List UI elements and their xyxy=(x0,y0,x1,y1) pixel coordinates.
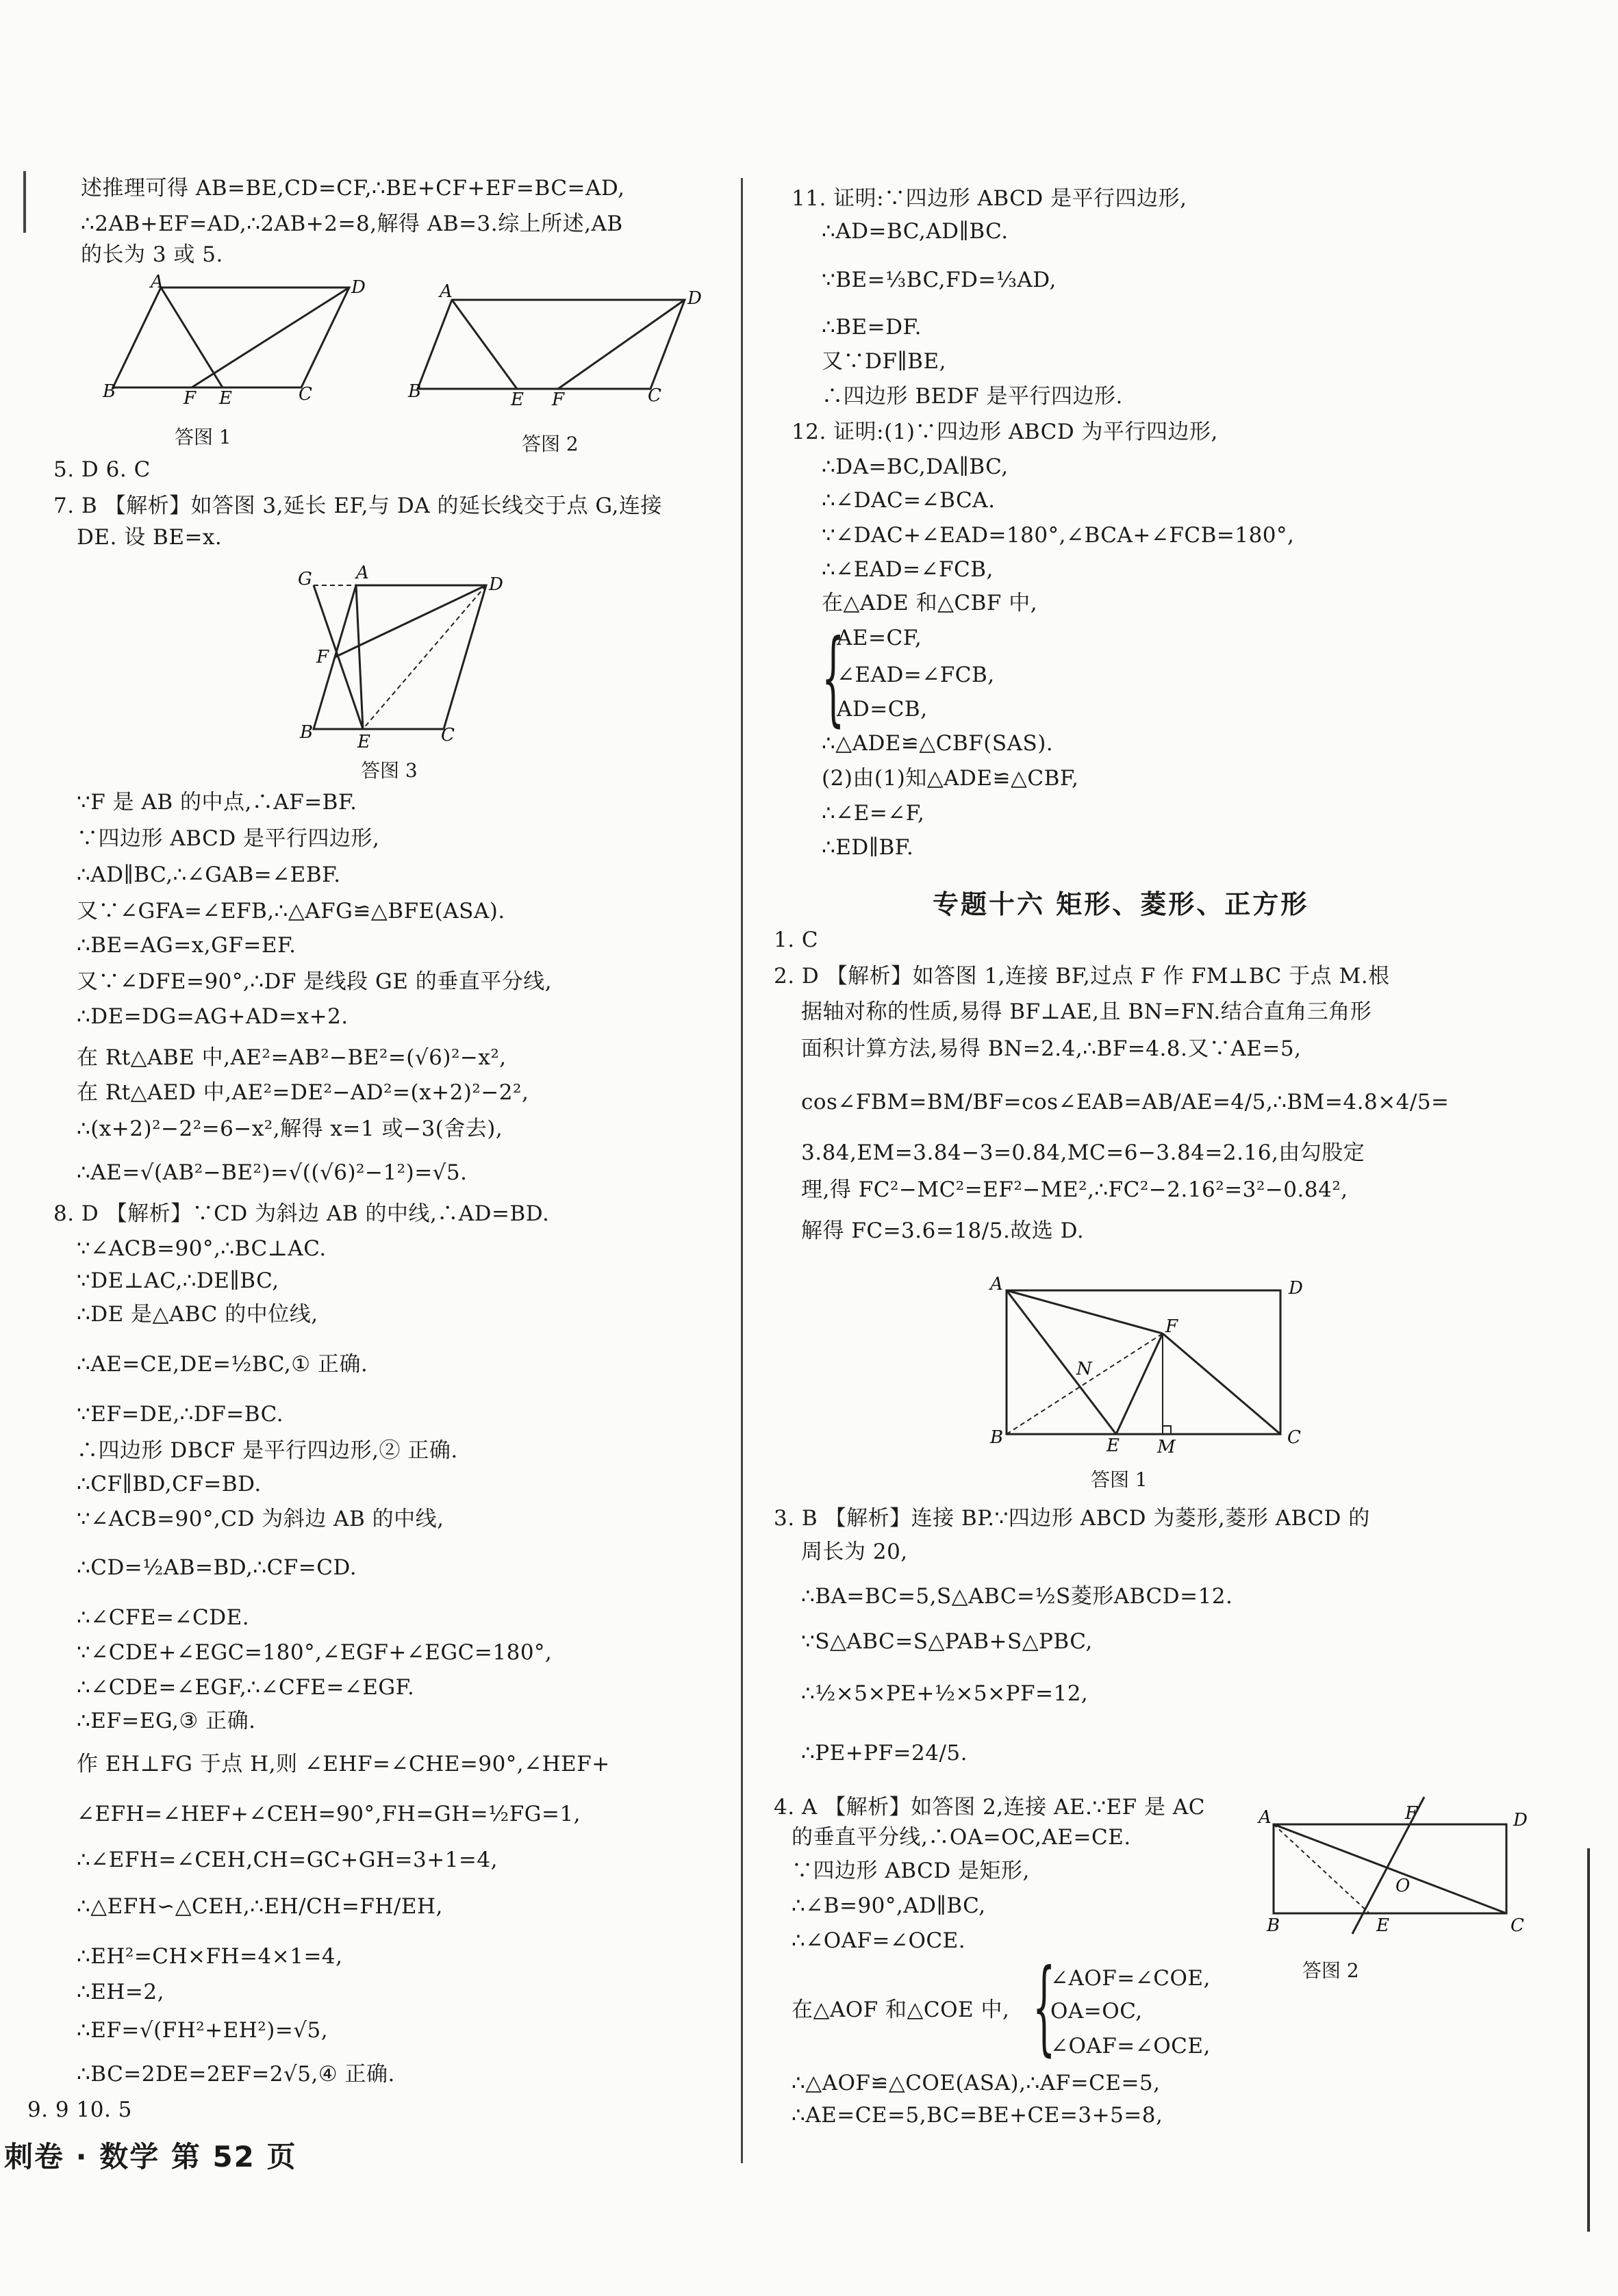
figure-rectangle-2 xyxy=(1239,1797,1547,1934)
text-line: ∴DA=BC,DA∥BC, xyxy=(822,455,1009,479)
label-B: B xyxy=(1267,1915,1280,1936)
figure-parallelogram-1 xyxy=(103,272,377,409)
label-D: D xyxy=(1289,1278,1303,1299)
label-F: F xyxy=(1165,1316,1178,1337)
text-line: ∴BC=2DE=2EF=2√5,④ 正确. xyxy=(77,2062,395,2087)
text-line: 1. C xyxy=(774,928,819,952)
text-line: 11. 证明:∵四边形 ABCD 是平行四边形, xyxy=(792,186,1187,211)
text-line: 周长为 20, xyxy=(801,1540,908,1564)
label-A: A xyxy=(440,281,453,302)
text-line: ∴∠B=90°,AD∥BC, xyxy=(792,1893,986,1918)
text-line: 又∵DF∥BE, xyxy=(822,349,946,374)
text-line: 面积计算方法,易得 BN=2.4,∴BF=4.8.又∵AE=5, xyxy=(801,1036,1302,1061)
label-B: B xyxy=(103,381,116,402)
left-column xyxy=(0,0,740,2296)
text-line: 解得 FC=3.6=18/5.故选 D. xyxy=(801,1219,1085,1243)
label-G: G xyxy=(298,569,312,589)
text-line: ∴∠E=∠F, xyxy=(822,801,925,826)
text-line: ∵BE=⅓BC,FD=⅓AD, xyxy=(822,268,1057,292)
text-line: ∴EF=EG,③ 正确. xyxy=(77,1709,256,1733)
text-line: 作 EH⊥FG 于点 H,则 ∠EHF=∠CHE=90°,∠HEF+ xyxy=(77,1752,610,1776)
right-column xyxy=(746,0,1595,2296)
label-F: F xyxy=(184,388,197,409)
text-line: 在△ADE 和△CBF 中, xyxy=(822,591,1038,615)
text-line: ∴BE=AG=x,GF=EF. xyxy=(77,933,296,958)
text-line: ∴四边形 DBCF 是平行四边形,② 正确. xyxy=(77,1438,458,1463)
label-D: D xyxy=(351,277,366,298)
label-N: N xyxy=(1076,1359,1092,1379)
label-C: C xyxy=(441,725,455,745)
label-E: E xyxy=(357,732,370,752)
text-line: ∴AE=√(AB²−BE²)=√((√6)²−1²)=√5. xyxy=(77,1160,468,1185)
text-line: 3.84,EM=3.84−3=0.84,MC=6−3.84=2.16,由勾股定 xyxy=(801,1140,1365,1165)
label-D: D xyxy=(687,288,702,309)
text-line: ∴ED∥BF. xyxy=(822,835,914,860)
label-A: A xyxy=(356,563,369,583)
text-line: ∵∠DAC+∠EAD=180°,∠BCA+∠FCB=180°, xyxy=(822,523,1295,548)
label-C: C xyxy=(299,384,312,405)
label-F: F xyxy=(1405,1803,1418,1824)
label-B: B xyxy=(300,722,314,743)
column-divider xyxy=(741,178,743,2163)
label-M: M xyxy=(1157,1437,1176,1457)
text-line: ∴2AB+EF=AD,∴2AB+2=8,解得 AB=3.综上所述,AB xyxy=(81,212,623,236)
text-line: ∴△ADE≌△CBF(SAS). xyxy=(822,731,1054,756)
figure-caption: 答图 3 xyxy=(361,759,418,782)
text-line: ∴四边形 BEDF 是平行四边形. xyxy=(822,384,1123,409)
text-line: ∴(x+2)²−2²=6−x²,解得 x=1 或−3(舍去), xyxy=(77,1117,503,1141)
text-line: 在 Rt△ABE 中,AE²=AB²−BE²=(√6)²−x², xyxy=(77,1045,507,1070)
text-line: ∴AE=CE,DE=½BC,① 正确. xyxy=(77,1352,368,1377)
text-line: 的长为 3 或 5. xyxy=(81,242,223,267)
text-line: ∴½×5×PE+½×5×PF=12, xyxy=(801,1681,1089,1706)
text-line: ∠EAD=∠FCB, xyxy=(837,663,995,687)
text-line: ∴CD=½AB=BD,∴CF=CD. xyxy=(77,1555,357,1580)
text-line: ∠EFH=∠HEF+∠CEH=90°,FH=GH=½FG=1, xyxy=(77,1802,581,1826)
text-line: AD=CB, xyxy=(837,697,928,722)
figure-caption: 答图 2 xyxy=(522,433,579,455)
text-line: ∴AD∥BC,∴∠GAB=∠EBF. xyxy=(77,863,341,887)
text-line: ∴∠OAF=∠OCE. xyxy=(792,1928,966,1953)
label-F: F xyxy=(552,390,565,410)
label-E: E xyxy=(511,390,524,410)
text-line: OA=OC, xyxy=(1050,1999,1143,2024)
label-E: E xyxy=(1107,1436,1120,1456)
text-line: ∴△EFH∽△CEH,∴EH/CH=FH/EH, xyxy=(77,1894,443,1919)
text-line: ∴BE=DF. xyxy=(822,315,922,340)
label-O: O xyxy=(1395,1876,1411,1896)
text-line: ∴△AOF≌△COE(ASA),∴AF=CE=5, xyxy=(792,2071,1161,2095)
text-line: 4. A 【解析】如答图 2,连接 AE.∵EF 是 AC xyxy=(774,1795,1206,1820)
text-line: 3. B 【解析】连接 BP.∵四边形 ABCD 为菱形,菱形 ABCD 的 xyxy=(774,1506,1370,1531)
figure-parallelogram-3 xyxy=(288,561,520,760)
label-E: E xyxy=(1376,1915,1389,1936)
figure-rectangle-1 xyxy=(986,1266,1328,1458)
text-line: 9. 9 10. 5 xyxy=(27,2097,132,2122)
text-line: ∵∠ACB=90°,CD 为斜边 AB 的中线, xyxy=(77,1507,444,1531)
label-D: D xyxy=(1513,1810,1528,1831)
text-line: ∴DE=DG=AG+AD=x+2. xyxy=(77,1004,349,1029)
brace: { xyxy=(1033,1948,1056,2067)
text-line: ∴BA=BC=5,S△ABC=½S菱形ABCD=12. xyxy=(801,1584,1233,1609)
text-line: ∵S△ABC=S△PAB+S△PBC, xyxy=(801,1629,1093,1654)
text-line: 理,得 FC²−MC²=EF²−ME²,∴FC²−2.16²=3²−0.84², xyxy=(801,1177,1348,1202)
text-line: DE. 设 BE=x. xyxy=(77,525,223,550)
text-line: 的垂直平分线,∴OA=OC,AE=CE. xyxy=(792,1825,1131,1850)
section-heading: 专题十六 矩形、菱形、正方形 xyxy=(933,889,1309,919)
label-E: E xyxy=(219,388,232,409)
text-line: (2)由(1)知△ADE≌△CBF, xyxy=(822,766,1079,791)
label-F: F xyxy=(316,647,329,667)
text-line: ∵四边形 ABCD 是矩形, xyxy=(792,1859,1030,1883)
text-line: ∴∠EFH=∠CEH,CH=GC+GH=3+1=4, xyxy=(77,1848,498,1872)
text-line: ∴EH=2, xyxy=(77,1980,164,2004)
text-line: ∴AE=CE=5,BC=BE+CE=3+5=8, xyxy=(792,2103,1163,2128)
text-line: ∵DE⊥AC,∴DE∥BC, xyxy=(77,1268,279,1293)
text-line: 据轴对称的性质,易得 BF⊥AE,且 BN=FN.结合直角三角形 xyxy=(801,999,1372,1024)
text-line: ∴EH²=CH×FH=4×1=4, xyxy=(77,1944,343,1969)
text-line: ∴∠CDE=∠EGF,∴∠CFE=∠EGF. xyxy=(77,1675,415,1700)
text-line: ∴∠DAC=∠BCA. xyxy=(822,488,996,513)
label-D: D xyxy=(489,574,503,595)
text-line: cos∠FBM=BM/BF=cos∠EAB=AB/AE=4/5,∴BM=4.8×4/5= xyxy=(801,1090,1450,1114)
text-line: 8. D 【解析】∵CD 为斜边 AB 的中线,∴AD=BD. xyxy=(53,1201,550,1226)
text-line: ∵∠CDE+∠EGC=180°,∠EGF+∠EGC=180°, xyxy=(77,1640,553,1665)
text-line: ∴CF∥BD,CF=BD. xyxy=(77,1472,262,1496)
text-line: ∵四边形 ABCD 是平行四边形, xyxy=(77,826,380,851)
text-line: 7. B 【解析】如答图 3,延长 EF,与 DA 的延长线交于点 G,连接 xyxy=(53,494,662,518)
text-line: AE=CF, xyxy=(837,626,922,650)
text-line: ∵∠ACB=90°,∴BC⊥AC. xyxy=(77,1236,327,1261)
text-line: 又∵∠DFE=90°,∴DF 是线段 GE 的垂直平分线, xyxy=(77,969,553,994)
figure-caption: 答图 1 xyxy=(1091,1468,1148,1491)
label-C: C xyxy=(1510,1915,1524,1936)
text-line: ∴DE 是△ABC 的中位线, xyxy=(77,1302,318,1327)
text-line: ∴∠CFE=∠CDE. xyxy=(77,1605,250,1630)
label-C: C xyxy=(648,385,661,406)
label-A: A xyxy=(990,1274,1003,1294)
label-A: A xyxy=(1259,1807,1272,1828)
text-line: 在 Rt△AED 中,AE²=DE²−AD²=(x+2)²−2², xyxy=(77,1080,529,1105)
label-C: C xyxy=(1287,1427,1301,1448)
text-line: 12. 证明:(1)∵四边形 ABCD 为平行四边形, xyxy=(792,420,1218,444)
text-line: ∠AOF=∠COE, xyxy=(1050,1966,1211,1991)
text-line: ∵F 是 AB 的中点,∴AF=BF. xyxy=(77,790,357,815)
figure-caption: 答图 2 xyxy=(1302,1959,1359,1982)
text-line: ∴∠EAD=∠FCB, xyxy=(822,557,994,582)
text-line: 在△AOF 和△COE 中, xyxy=(792,1998,1010,2022)
text-line: 2. D 【解析】如答图 1,连接 BF,过点 F 作 FM⊥BC 于点 M.根 xyxy=(774,964,1390,988)
text-line: 述推理可得 AB=BE,CD=CF,∴BE+CF+EF=BC=AD, xyxy=(81,176,625,201)
text-line: ∠OAF=∠OCE, xyxy=(1050,2034,1211,2058)
text-line: ∴AD=BC,AD∥BC. xyxy=(822,219,1009,244)
label-B: B xyxy=(990,1427,1004,1448)
text-line: ∵EF=DE,∴DF=BC. xyxy=(77,1402,284,1427)
figure-caption: 答图 1 xyxy=(175,426,231,448)
text-line: 又∵∠GFA=∠EFB,∴△AFG≌△BFE(ASA). xyxy=(77,899,505,923)
label-B: B xyxy=(408,381,422,402)
figure-parallelogram-2 xyxy=(408,281,705,411)
label-A: A xyxy=(151,272,164,292)
text-line: ∴PE+PF=24/5. xyxy=(801,1741,968,1765)
page-footer: 刺卷 · 数学 第 52 页 xyxy=(4,2140,297,2173)
text-line: ∴EF=√(FH²+EH²)=√5, xyxy=(77,2018,329,2043)
brace: { xyxy=(822,618,845,737)
text-line: 5. D 6. C xyxy=(53,457,151,482)
